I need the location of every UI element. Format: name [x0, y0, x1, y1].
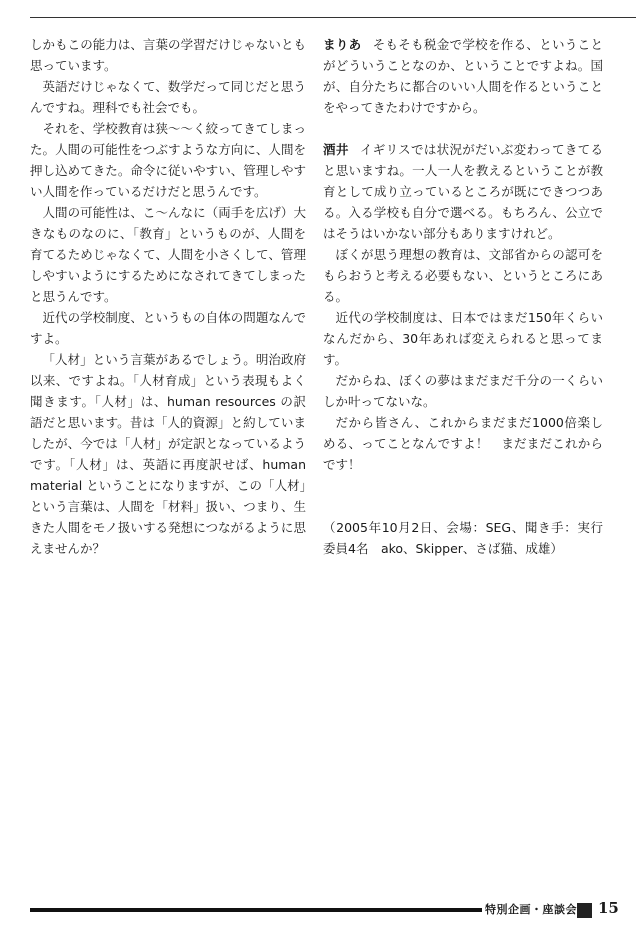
speaker-text: イギリスでは状況がだいぶ変わってきてると思いますね。一人一人を教えるということが教育として成り立っているところが既にできつつある。入る学校も自分で選べる。もちろん、公立ではそうはいかない部分もありますけれど。: [323, 142, 603, 241]
paragraph: 「人材」という言葉があるでしょう。明治政府以来、ですよね。「人材育成」という表現もよく聞きます。「人材」は、human resources の訳語だと思います。昔は「人的資源」と約していましたが、今では「人材」が定訳となっているようです。「人材」は、英語に再度訳せば、human material ということになりますが、この「人材」という言葉は、人間を「材料」扱い、つまり、生きた人間をモノ扱いする発想につながるように思えませんか？: [30, 352, 306, 556]
paragraph: それを、学校教育は狭〜〜く絞ってきてしまった。人間の可能性をつぶすような方向に、人間を押し込めてきた。命令に従いやすい、管理しやすい人間を作っているだけだと思うんです。: [30, 121, 306, 199]
top-rule: [30, 17, 636, 18]
section-label: 特別企画・座談会: [485, 903, 577, 916]
footer-rule: [30, 908, 482, 912]
paragraph: 近代の学校制度は、日本ではまだ150年くらいなんだから、30年あれば変えられると思ってます。: [323, 310, 603, 367]
paragraph: 近代の学校制度、というもの自体の問題なんですよ。: [30, 310, 306, 346]
speaker-name: まりあ: [323, 37, 362, 52]
left-column: [30, 34, 306, 559]
credit-note: （2005年10月2日、会場：SEG、聞き手：実行委員4名 ako、Skipper、さば猫、成雄）: [323, 520, 603, 556]
paragraph: 人間の可能性は、こ〜んなに（両手を広げ）大きなものなのに、「教育」というものが、人間を育てるためじゃなくて、人間を小さくして、管理しやすいようにするためになされてきてしまったと思うんです。: [30, 205, 306, 304]
footer-marker-box: [577, 903, 592, 918]
speaker-block-sakai: [323, 139, 603, 244]
speaker-block-maria: [323, 34, 603, 118]
paragraph: だからね、ぼくの夢はまだまだ千分の一くらいしか叶ってないな。: [323, 373, 603, 409]
paragraph: しかもこの能力は、言葉の学習だけじゃないとも思っています。: [30, 37, 306, 73]
paragraph: だから皆さん、これからまだまだ1000倍楽しめる、ってことなんですよ！ まだまだこれからです！: [323, 415, 603, 472]
speaker-text: そもそも税金で学校を作る、ということがどういうことなのか、ということですよね。国が、自分たちに都合のいい人間を作るということをやってきたわけですから。: [323, 37, 603, 115]
right-column: [323, 34, 603, 559]
paragraph: 英語だけじゃなくて、数学だって同じだと思うんですね。理科でも社会でも。: [30, 79, 306, 115]
paragraph: ぼくが思う理想の教育は、文部省からの認可をもらおうと考える必要もない、というところにある。: [323, 247, 603, 304]
speaker-name: 酒井: [323, 142, 349, 157]
page-number: 15: [598, 899, 619, 917]
